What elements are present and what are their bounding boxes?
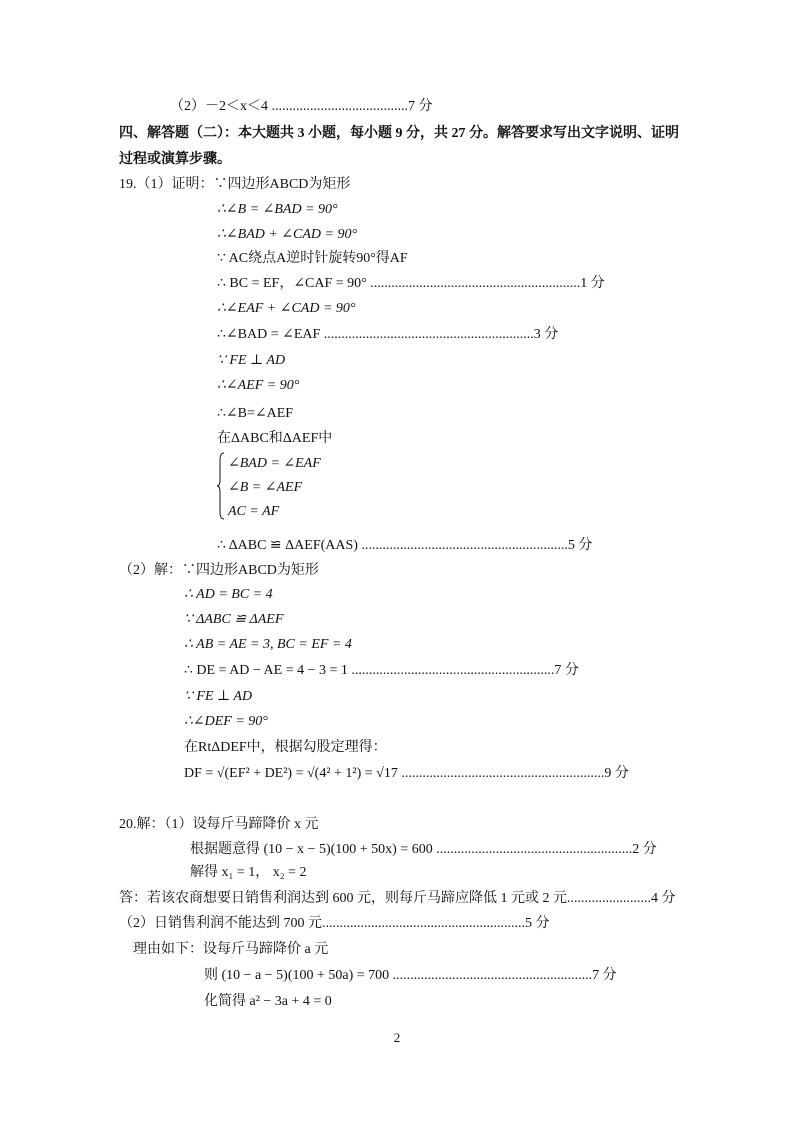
page-number: 2	[393, 1030, 401, 1045]
proof-step: ∵ AC绕点A逆时针旋转90°得AF	[217, 251, 408, 266]
proof-step: ∴∠B=∠AEF	[217, 406, 294, 421]
solution-step: ∴ AD = BC = 4	[184, 587, 273, 602]
answer-line-score: 答：若该农商想要日销售利润达到 600 元，则每斤马蹄应降低 1 元或 2 元........................4 分	[119, 891, 676, 906]
proof-step: 在ΔABC和ΔAEF中	[217, 431, 333, 446]
solution-step: 解得 x₁ = 1， x₂ = 2	[190, 865, 307, 880]
q19-part2-start: （2）解：∵四边形ABCD为矩形	[119, 563, 319, 578]
solution-step: ∴∠DEF = 90°	[184, 714, 268, 729]
solution-step-score: DF = √(EF² + DE²) = √(4² + 1²) = √17 ..........................................................9 分	[184, 766, 629, 781]
proof-step-score: ∴∠BAD = ∠EAF ............................................................3 分	[217, 327, 559, 342]
q19-part1-start: 19.（1）证明：∵四边形ABCD为矩形	[119, 177, 351, 192]
reason-line: 理由如下：设每斤马蹄降价 a 元	[133, 942, 329, 957]
proof-step: ∴∠B = ∠BAD = 90°	[217, 202, 338, 217]
q20-part1-start: 20.解：（1）设每斤马蹄降价 x 元	[119, 817, 319, 832]
solution-step: 在RtΔDEF中，根据勾股定理得：	[184, 740, 387, 755]
section-heading: 四、解答题（二）：本大题共 3 小题，每小题 9 分，共 27 分。解答要求写出文字说明、证明	[119, 126, 679, 141]
system-line: ∠B = ∠AEF	[228, 480, 303, 495]
proof-step-score: ∴ BC = EF，∠CAF = 90° ............................................................1 分	[217, 276, 605, 291]
proof-step: ∴∠EAF + ∠CAD = 90°	[217, 301, 356, 316]
solution-step-score: 则 (10 − a − 5)(100 + 50a) = 700 .........................................................7 分	[204, 968, 617, 983]
proof-step: ∴∠AEF = 90°	[217, 378, 300, 393]
proof-step: ∵ FE ⊥ AD	[217, 353, 286, 368]
solution-step-score: ∴ DE = AD − AE = 4 − 3 = 1 ..........................................................7 分	[184, 663, 579, 678]
solution-step: ∴ AB = AE = 3, BC = EF = 4	[184, 637, 352, 652]
section-heading-cont: 过程或演算步骤。	[119, 152, 231, 167]
system-line: AC = AF	[228, 504, 280, 519]
solution-step: 化简得 a² − 3a + 4 = 0	[204, 994, 332, 1009]
solution-step-score: 根据题意得 (10 − x − 5)(100 + 50x) = 600 ........................................................2 分	[190, 842, 657, 857]
solution-step: ∵ FE ⊥ AD	[184, 689, 253, 704]
line-part2-answer: （2）－2＜x＜4 .......................................7 分	[170, 99, 433, 114]
proof-conclusion-score: ∴ ΔABC ≌ ΔAEF(AAS) ...........................................................5 分	[217, 538, 593, 553]
proof-step: ∴∠BAD + ∠CAD = 90°	[217, 227, 358, 242]
solution-step: ∵ ΔABC ≌ ΔAEF	[184, 612, 284, 627]
brace-symbol	[217, 452, 225, 520]
system-line: ∠BAD = ∠EAF	[228, 456, 321, 471]
q20-part2-start: （2）日销售利润不能达到 700 元..........................................................5 分	[119, 916, 550, 931]
